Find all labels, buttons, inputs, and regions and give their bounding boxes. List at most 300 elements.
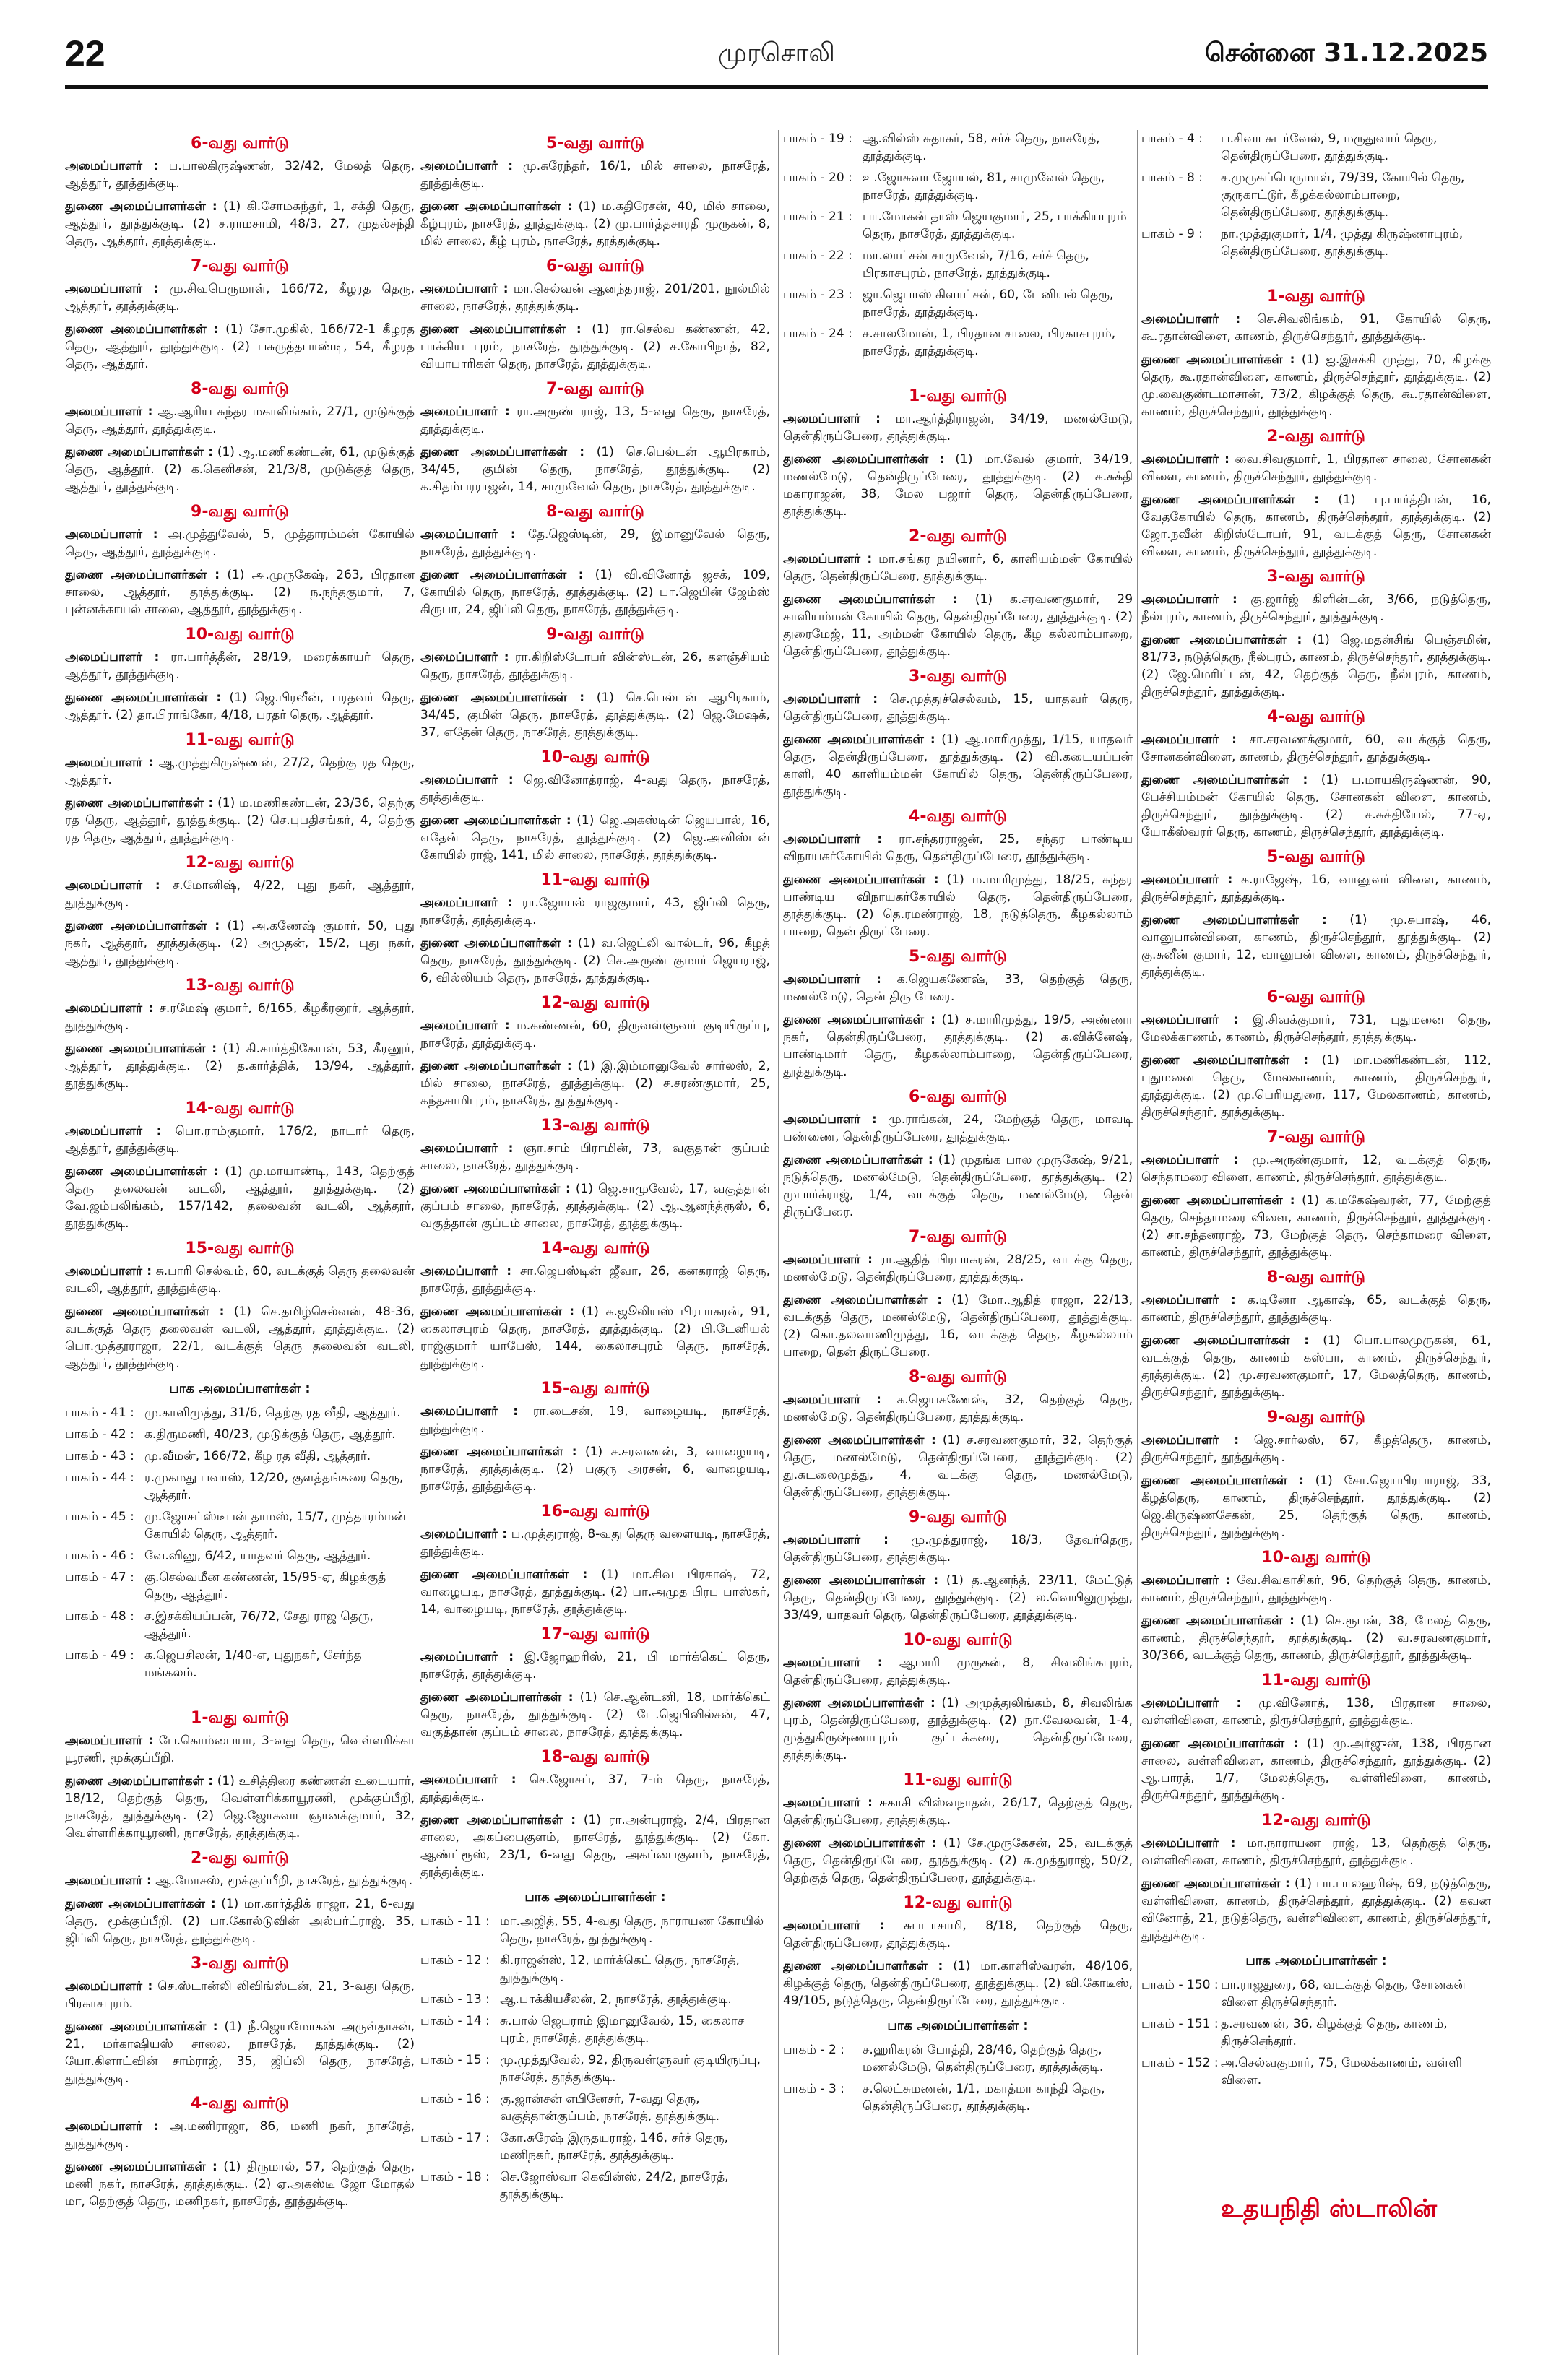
organizer-entry bbox=[420, 1771, 770, 1806]
booth-entry bbox=[1141, 1976, 1491, 2011]
organizer-text: மு.முத்துராஜ், 18/3, தேவர்தெரு, தென்திருப்பேரை, தூத்துக்குடி. bbox=[783, 1533, 1133, 1565]
booth-entry bbox=[65, 1647, 415, 1682]
booth-entry bbox=[420, 2168, 770, 2203]
deputy-text: (1) உசித்திரை கண்ணன் உடையார், 18/12, தெற்குத் தெரு, வெள்ளரிக்காயூரணி, மூக்குப்பீறி, நாசரேத், தூத்துக்குடி. (2) ஜெ.ஜோசுவா ஞானக்குமார், 32, வெள்ளரிக்காயூரணி, நாசரேத், தூத்துக்குடி. bbox=[65, 1774, 415, 1840]
ward-heading: 10-வது வார்டு bbox=[1261, 1549, 1371, 1567]
booth-label: பாகம் - 41 : bbox=[65, 1406, 134, 1420]
booth-label: பாகம் - 21 : bbox=[783, 209, 852, 224]
deputy-label: துணை அமைப்பாளர்கள் : bbox=[1141, 1053, 1309, 1068]
deputy-entry bbox=[783, 1432, 1133, 1501]
organizer-text: ரா.அருண் ராஜ், 13, 5-வது தெரு, நாசரேத், தூத்துக்குடி. bbox=[420, 404, 770, 436]
deputy-text: (1) வி.வினோத் ஜசக், 109, கோயில் தெரு, நாசரேத், தூத்துக்குடி. (2) பா.ஜெபின் ஜேம்ஸ் கிருபா, 24, ஜிப்லி தெரு, நாசரேத், தூத்துக்குடி. bbox=[420, 568, 770, 617]
booth-text: கு.செல்வமீன கண்ணன், 15/95-ஏ, கிழக்குத் தெரு, ஆத்தூர். bbox=[144, 1570, 386, 1602]
organizer-text: செ.ஸ்டான்லி லிவிங்ஸ்டன், 21, 3-வது தெரு, பிரகாசபுரம். bbox=[65, 1979, 415, 2011]
deputy-label: துணை அமைப்பாளர்கள் : bbox=[783, 1293, 942, 1307]
deputy-entry bbox=[783, 1291, 1133, 1361]
booth-text: ர.முகமது பவாஸ், 12/20, குளத்தங்கரை தெரு, ஆத்தூர். bbox=[144, 1471, 404, 1502]
deputy-label: துணை அமைப்பாளர்கள் : bbox=[1141, 493, 1320, 507]
booth-text: பா.மோகன் தாஸ் ஜெயகுமார், 25, பாக்கியபுரம் தெரு, நாசரேத், தூத்துக்குடி. bbox=[863, 209, 1127, 241]
organizer-label: அமைப்பாளர் : bbox=[1141, 312, 1241, 326]
deputy-entry bbox=[783, 591, 1133, 660]
booth-entry bbox=[783, 169, 1133, 204]
deputy-label: துணை அமைப்பாளர்கள் : bbox=[420, 568, 584, 582]
booth-entry bbox=[1141, 169, 1491, 221]
section-spacer bbox=[783, 364, 1133, 383]
organizer-text: ரா.பார்த்தீன், 28/19, மரைக்காயர் தெரு, ஆத்தூர், தூத்துக்குடி. bbox=[65, 650, 415, 682]
organizer-entry bbox=[65, 1978, 415, 2012]
deputy-label: துணை அமைப்பாளர்கள் : bbox=[420, 1690, 574, 1705]
ward-heading: 7-வது வார்டு bbox=[1267, 1128, 1365, 1146]
booth-text: கி.ராஜன்ஸ், 12, மார்க்கெட் தெரு, நாசரேத், தூத்துக்குடி. bbox=[500, 1953, 740, 1985]
deputy-label: துணை அமைப்பாளர்கள் : bbox=[420, 1059, 572, 1073]
deputy-label: துணை அமைப்பாளர்கள் : bbox=[420, 445, 585, 459]
deputy-text: (1) கி.கார்த்திகேயன், 53, கீரனூர், ஆத்தூர், தூத்துக்குடி. (2) த.கார்த்திக், 13/94, ஆத்தூர், தூத்துக்குடி. bbox=[65, 1042, 415, 1091]
organizer-text: ரா.சந்தரராஜன், 25, சந்தர பாண்டிய விநாயகர்கோயில் தெரு, தென்திருப்பேரை, தூத்துக்குடி. bbox=[783, 832, 1133, 864]
deputy-entry bbox=[65, 1303, 415, 1372]
ward-heading: 7-வது வார்டு bbox=[909, 1228, 1007, 1246]
deputy-text: (1) மு.சுபாஷ், 46, வானுபான்விளை, காணம், திருச்செந்தூர், தூத்துக்குடி. (2) கு.சுனீன் குமார், 12, வானுபன் விளை, காணம், திருச்செந்தூர், தூத்துக்குடி. bbox=[1141, 913, 1491, 979]
organizer-text: சா.சரவணக்குமார், 60, வடக்குத் தெரு, சோனகன்விளை, காணம், திருச்செந்தூர், தூத்துக்குடி. bbox=[1141, 732, 1491, 764]
booth-entry bbox=[65, 1469, 415, 1504]
deputy-entry bbox=[420, 321, 770, 373]
organizer-label: அமைப்பாளர் : bbox=[783, 412, 881, 426]
ward-heading: 14-வது வார்டு bbox=[540, 1239, 650, 1258]
organizer-label: அமைப்பாளர் : bbox=[420, 1264, 512, 1278]
organizer-text: க.ராஜேஷ், 16, வானுவர் விளை, காணம், திருச்செந்தூர், தூத்துக்குடி. bbox=[1141, 873, 1491, 904]
deputy-label: துணை அமைப்பாளர்கள் : bbox=[783, 452, 945, 467]
booth-entry bbox=[420, 2051, 770, 2086]
deputy-label: துணை அமைப்பாளர்கள் : bbox=[1141, 1474, 1304, 1488]
organizer-text: ஆ.முத்துகிருஷ்ணன், 27/2, தெற்கு ரத தெரு, ஆத்தூர். bbox=[65, 756, 415, 787]
ward-heading: 10-வது வார்டு bbox=[903, 1631, 1013, 1649]
deputy-entry bbox=[420, 1057, 770, 1109]
booth-subheading: பாக அமைப்பாளர்கள் : bbox=[169, 1381, 311, 1396]
booth-entry bbox=[420, 2090, 770, 2125]
deputy-text: (1) முதங்க பால முருகேஷ், 9/21, நடுத்தெரு, மணல்மேடு, தென்திருப்பேரை, தூத்துக்குடி. (2) முபார்க்ராஜ், 1/4, வடக்குத் தெரு, மணல்மேடு, தென் திருப்பேரை. bbox=[783, 1153, 1133, 1219]
organizer-label: அமைப்பாளர் : bbox=[65, 527, 158, 542]
organizer-entry bbox=[420, 280, 770, 315]
deputy-entry bbox=[65, 917, 415, 969]
deputy-entry bbox=[65, 2158, 415, 2210]
ward-heading: 4-வது வார்டு bbox=[1267, 708, 1365, 726]
booth-label: பாகம் - 15 : bbox=[420, 2053, 490, 2067]
ward-heading: 9-வது வார்டு bbox=[191, 503, 289, 521]
organizer-text: ப.பாலகிருஷ்ணன், 32/42, மேலத் தெரு, ஆத்தூர், தூத்துக்குடி. bbox=[65, 159, 415, 191]
booth-label: பாகம் - 17 : bbox=[420, 2131, 490, 2145]
organizer-text: மா.சங்கர நயினார், 6, காளியம்மன் கோயில் தெரு, தென்திருப்பேரை, தூத்துக்குடி. bbox=[783, 552, 1133, 584]
organizer-text: ச.மோனிஷ், 4/22, புது நகர், ஆத்தூர், தூத்துக்குடி. bbox=[65, 878, 415, 910]
booth-label: பாகம் - 24 : bbox=[783, 326, 852, 341]
organizer-entry bbox=[783, 691, 1133, 725]
booth-label: பாகம் - 47 : bbox=[65, 1570, 134, 1585]
organizer-label: அமைப்பாளர் : bbox=[65, 1124, 162, 1138]
booth-entry bbox=[65, 1426, 415, 1443]
organizer-label: அமைப்பாளர் : bbox=[1141, 1433, 1240, 1448]
organizer-text: மா.ஆர்த்திராஜன், 34/19, மணல்மேடு, தென்திருப்பேரை, தூத்துக்குடி. bbox=[783, 412, 1133, 443]
organizer-text: இ.ஜோஹரிஸ், 21, பி மார்க்கெட் தெரு, நாசரேத், தூத்துக்குடி. bbox=[420, 1650, 770, 1682]
booth-text: உ.ஜோசுவா ஜோயல், 81, சாமுவேல் தெரு, நாசரேத், தூத்துக்குடி. bbox=[863, 170, 1105, 202]
organizer-label: அமைப்பாளர் : bbox=[1141, 1573, 1231, 1588]
deputy-text: (1) மு.மாயாண்டி, 143, தெற்குத் தெரு தலைவன் வடலி, ஆத்தூர், தூத்துக்குடி. (2) வே.ஜம்பலிங்கம், 157/142, தலைவன் வடலி, ஆத்தூர், தூத்துக்குடி. bbox=[65, 1164, 415, 1231]
ward-heading: 1-வது வார்டு bbox=[909, 387, 1007, 405]
deputy-text: (1) செ.தமிழ்செல்வன், 48-36, வடக்குத் தெரு தலைவன் வடலி, ஆத்தூர், தூத்துக்குடி. (2) பொ.முத்தூராஜா, 22/1, வடக்குத் தெரு தலைவன் வடலி, ஆத்தூர், தூத்துக்குடி. bbox=[65, 1304, 415, 1371]
booth-text: அ.செல்வகுமார், 75, மேலக்காணம், வள்ளி விளை. bbox=[1221, 2056, 1463, 2087]
booth-text: பா.ராஜதுரை, 68, வடக்குத் தெரு, சோனகன் விளை திருச்செந்தூர். bbox=[1221, 1978, 1466, 2009]
ward-heading: 2-வது வார்டு bbox=[191, 1849, 289, 1867]
deputy-entry bbox=[420, 1566, 770, 1618]
organizer-entry bbox=[65, 754, 415, 789]
deputy-label: துணை அமைப்பாளர்கள் : bbox=[783, 1573, 939, 1588]
masthead-rule bbox=[65, 85, 1488, 89]
ward-heading: 4-வது வார்டு bbox=[191, 2095, 289, 2113]
organizer-entry bbox=[783, 1794, 1133, 1829]
organizer-label: அமைப்பாளர் : bbox=[420, 1773, 517, 1787]
organizer-text: வை.சிவகுமார், 1, பிரதான சாலை, சோனகன் விளை, காணம், திருச்செந்தூர், தூத்துக்குடி. bbox=[1141, 452, 1491, 484]
booth-entry bbox=[1141, 2015, 1491, 2050]
deputy-label: துணை அமைப்பாளர்கள் : bbox=[1141, 1333, 1310, 1348]
booth-text: ச.லெட்சுமணன், 1/1, மகாத்மா காந்தி தெரு, தென்திருப்பேரை, தூத்துக்குடி. bbox=[863, 2082, 1105, 2113]
ward-heading: 8-வது வார்டு bbox=[546, 503, 644, 521]
organizer-label: அமைப்பாளர் : bbox=[65, 1264, 152, 1278]
booth-text: ஆ.பாக்கியசீலன், 2, நாசரேத், தூத்துக்குடி. bbox=[500, 1992, 732, 2007]
organizer-label: அமைப்பாளர் : bbox=[65, 878, 160, 893]
organizer-text: செ.ஜோசப், 37, 7-ம் தெரு, நாசரேத், தூத்துக்குடி. bbox=[420, 1773, 770, 1804]
deputy-label: துணை அமைப்பாளர்கள் : bbox=[65, 2020, 218, 2034]
deputy-text: (1) சோ.முகில், 166/72-1 கீழரத தெரு, ஆத்தூர், தூத்துக்குடி. (2) பசுருத்தபாண்டி, 54, கீழரத தெரு, ஆத்தூர். bbox=[65, 322, 415, 371]
booth-text: மு.காளிமுத்து, 31/6, தெற்கு ரத வீதி, ஆத்தூர். bbox=[144, 1406, 401, 1420]
organizer-entry bbox=[65, 280, 415, 315]
booth-text: கோ.சுரேஷ் இருதயராஜ், 146, சர்ச் தெரு, மணிநகர், நாசரேத், தூத்துக்குடி. bbox=[500, 2131, 729, 2163]
deputy-text: (1) ஆ.மணிகண்டன், 61, முடுக்குத் தெரு, ஆத்தூர். (2) க.கெனிசன், 21/3/8, முடுக்குத் தெரு, ஆத்தூர், தூத்துக்குடி. bbox=[65, 445, 415, 494]
organizer-label: அமைப்பாளர் : bbox=[1141, 1013, 1239, 1027]
organizer-text: மு.அருண்குமார், 12, வடக்குத் தெரு, செந்தாமரை விளை, காணம், திருச்செந்தூர், தூத்துக்குடி. bbox=[1141, 1153, 1491, 1185]
ward-heading: 10-வது வார்டு bbox=[185, 626, 295, 644]
organizer-entry bbox=[65, 1872, 415, 1890]
booth-label: பாகம் - 11 : bbox=[420, 1914, 490, 1929]
deputy-entry bbox=[65, 321, 415, 373]
organizer-label: அமைப்பாளர் : bbox=[420, 650, 509, 665]
ward-heading: 8-வது வார்டு bbox=[191, 380, 289, 398]
deputy-entry bbox=[65, 2018, 415, 2087]
deputy-text: (1) ப.மாயகிருஷ்ணன், 90, பேச்சியம்மன் கோயில் தெரு, சோனகன் விளை, காணம், திருச்செந்தூர், தூத்துக்குடி. (2) ச.சுக்தியேல், 77-ஏ, யோகீஸ்வரர் தெரு, காணம், திருச்செந்தூர், தூத்துக்குடி. bbox=[1141, 773, 1491, 839]
deputy-text: (1) ஆ.மாரிமுத்து, 1/15, யாதவர் தெரு, தென்திருப்பேரை, தூத்துக்குடி. (2) வி.கடையப்பன் காளி, 40 காளியம்மன் கோயில் தெரு, தென்திருப்பேரை, தூத்துக்குடி. bbox=[783, 732, 1133, 799]
deputy-entry bbox=[65, 1040, 415, 1092]
organizer-entry bbox=[1141, 311, 1491, 345]
organizer-text: கு.ஜார்ஜ் கிளின்டன், 3/66, நடுத்தெரு, நீல்புரம், காணம், திருச்செந்தூர், தூத்துக்குடி. bbox=[1141, 592, 1491, 624]
organizer-entry bbox=[783, 1111, 1133, 1146]
deputy-label: துணை அமைப்பாளர்கள் : bbox=[783, 1433, 936, 1448]
organizer-entry bbox=[65, 1000, 415, 1034]
organizer-text: ம.கண்ணன், 60, திருவள்ளுவர் குடியிருப்பு, நாசரேத், தூத்துக்குடி. bbox=[420, 1018, 770, 1050]
booth-label: பாகம் - 20 : bbox=[783, 170, 852, 185]
booth-label: பாகம் - 9 : bbox=[1141, 227, 1203, 241]
deputy-text: (1) ம.மணிகண்டன், 23/36, தெற்கு ரத தெரு, ஆத்தூர், தூத்துக்குடி. (2) செ.புபதிசங்கர், 4, தெற்கு ரத தெரு, ஆத்தூர், தூத்துக்குடி. bbox=[65, 796, 415, 845]
deputy-text: (1) மா.சிவ பிரகாஷ், 72, வாழையடி, நாசரேத், தூத்துக்குடி. (2) பா.அமுத பிரபு பாஸ்கர், 14, வாழையடி, நாசரேத், தூத்துக்குடி. bbox=[420, 1567, 770, 1617]
booth-entry bbox=[1141, 2054, 1491, 2089]
column-2 bbox=[420, 130, 770, 2355]
ward-heading: 11-வது வார்டு bbox=[903, 1771, 1013, 1789]
organizer-text: க.ஜெயகணேஷ், 33, தெற்குத் தெரு, மணல்மேடு, தென் திரு பேரை. bbox=[783, 972, 1133, 1004]
deputy-entry bbox=[65, 689, 415, 724]
deputy-entry bbox=[420, 689, 770, 741]
ward-heading: 10-வது வார்டு bbox=[540, 748, 650, 766]
ward-heading: 6-வது வார்டு bbox=[1267, 988, 1365, 1006]
deputy-entry bbox=[1141, 631, 1491, 701]
organizer-text: மா.செல்வன் ஆனந்தராஜ், 201/201, நூல்மில் சாலை, நாசரேத், தூத்துக்குடி. bbox=[420, 282, 770, 313]
deputy-label: துணை அமைப்பாளர்கள் : bbox=[420, 1445, 577, 1459]
deputy-label: துணை அமைப்பாளர்கள் : bbox=[420, 1182, 571, 1196]
organizer-entry bbox=[783, 1917, 1133, 1952]
booth-entry bbox=[65, 1608, 415, 1643]
booth-entry bbox=[65, 1404, 415, 1421]
deputy-text: (1) ஐ.இசக்கி முத்து, 70, கிழக்கு தெரு, கூ.ரதான்விளை, காணம், திருச்செந்தூர், தூத்துக்குடி. (2) மு.வைகுண்டமாசான், 73/2, கிழக்குத் தெரு, கூ.ரதான்விளை, காணம், திருச்செந்தூர், தூத்துக்குடி. bbox=[1141, 352, 1491, 419]
booth-text: ச.சாலமோன், 1, பிரதான சாலை, பிரகாசபுரம், நாசரேத், தூத்துக்குடி. bbox=[863, 326, 1116, 358]
organizer-text: பொ.ராம்குமார், 176/2, நாடார் தெரு, ஆத்தூர், தூத்துக்குடி. bbox=[65, 1124, 415, 1156]
ward-heading: 13-வது வார்டு bbox=[540, 1117, 650, 1135]
organizer-text: ஆ.ஆரிய சுந்தர மகாலிங்கம், 27/1, முடுக்குத் தெரு, ஆத்தூர், தூத்துக்குடி. bbox=[65, 404, 415, 436]
deputy-label: துணை அமைப்பாளர்கள் : bbox=[783, 1153, 933, 1167]
deputy-text: (1) மா.கார்த்திக் ராஜா, 21, 6-வது தெரு, மூக்குப்பீறி. (2) பா.கோல்டுவின் அல்பர்ட்ராஜ், 35, ஜிப்லி தெரு, நாசரேத், தூத்துக்குடி. bbox=[65, 1897, 415, 1946]
organizer-label: அமைப்பாளர் : bbox=[65, 1001, 154, 1016]
signature: உதயநிதி ஸ்டாலின் bbox=[1221, 2194, 1437, 2223]
organizer-entry bbox=[65, 877, 415, 912]
deputy-label: துணை அமைப்பாளர்கள் : bbox=[783, 1696, 935, 1710]
booth-subheading: பாக அமைப்பாளர்கள் : bbox=[1245, 1953, 1387, 1968]
organizer-text: ஜெ.வினோத்ராஜ், 4-வது தெரு, நாசரேத், தூத்துக்குடி. bbox=[420, 773, 770, 805]
booth-label: பாகம் - 46 : bbox=[65, 1549, 134, 1563]
deputy-label: துணை அமைப்பாளர்கள் : bbox=[65, 2160, 217, 2174]
booth-label: பாகம் - 23 : bbox=[783, 287, 852, 302]
booth-entry bbox=[65, 1547, 415, 1565]
deputy-entry bbox=[65, 443, 415, 496]
deputy-entry bbox=[783, 871, 1133, 940]
booth-subheading: பாக அமைப்பாளர்கள் : bbox=[887, 2018, 1029, 2033]
organizer-entry bbox=[1141, 1291, 1491, 1326]
organizer-text: சு.பாரி செல்வம், 60, வடக்குத் தெரு தலைவன் வடலி, ஆத்தூர், தூத்துக்குடி. bbox=[65, 1264, 415, 1296]
booth-label: பாகம் - 152 : bbox=[1141, 2056, 1219, 2070]
ward-heading: 6-வது வார்டு bbox=[546, 257, 644, 275]
organizer-entry bbox=[1141, 871, 1491, 906]
organizer-label: அமைப்பாளர் : bbox=[1141, 1696, 1242, 1710]
booth-text: மா.அஜித், 55, 4-வது தெரு, நாராயண கோயில் தெரு, நாசரேத், தூத்துக்குடி. bbox=[500, 1914, 764, 1946]
deputy-entry bbox=[420, 566, 770, 618]
organizer-label: அமைப்பாளர் : bbox=[65, 1979, 153, 1994]
booth-entry bbox=[783, 325, 1133, 360]
organizer-label: அமைப்பாளர் : bbox=[420, 404, 510, 419]
ward-heading: 3-வது வார்டு bbox=[191, 1955, 289, 1973]
deputy-text: (1) ம.மாரிமுத்து, 18/25, சுந்தர பாண்டிய விநாயகர்கோயில் தெரு, தென்திருப்பேரை, தூத்துக்குடி. (2) தெ.ரமண்ராஜ், 18, நடுத்தெரு, கீழகல்லாம் பாறை, தென் திருப்பேரை. bbox=[783, 873, 1133, 939]
organizer-text: அ.மணிராஜா, 86, மணி நகர், நாசரேத், தூத்துக்குடி. bbox=[65, 2119, 415, 2151]
deputy-text: (1) மா.காளிஸ்வரன், 48/106, கிழக்குத் தெரு, தென்திருப்பேரை, தூத்துக்குடி. (2) வி.கோடீஸ், 49/105, நடுத்தெரு, தென்திருப்பேரை, தூத்துக்குடி. bbox=[783, 1959, 1133, 2008]
ward-heading: 9-வது வார்டு bbox=[1267, 1408, 1365, 1427]
organizer-entry bbox=[65, 1122, 415, 1157]
organizer-text: ரா.ஜோயல் ராஜகுமார், 43, ஜிப்லி தெரு, நாசரேத், தூத்துக்குடி. bbox=[420, 896, 770, 927]
deputy-text: (1) ஜெ.மதன்சிங் பெஞ்சமின், 81/73, நடுத்தெரு, நீல்புரம், காணம், திருச்செந்தூர், தூத்துக்குடி. (2) ஜே.மெரிட்டன், 42, தெற்குத் தெரு, நீல்புரம், காணம், திருச்செந்தூர், தூத்துக்குடி. bbox=[1141, 633, 1491, 699]
deputy-text: (1) த.ஆனந்த், 23/11, மேட்டுத் தெரு, தென்திருப்பேரை, தூத்துக்குடி. (2) ல.வெயிலுமுத்து, 33/49, யாதவர் தெரு, தென்திருப்பேரை, தூத்துக்குடி. bbox=[783, 1573, 1133, 1622]
deputy-label: துணை அமைப்பாளர்கள் : bbox=[65, 1774, 214, 1788]
deputy-label: துணை அமைப்பாளர்கள் : bbox=[1141, 1877, 1290, 1891]
deputy-text: (1) மா.மணிகண்டன், 112, புதுமனை தெரு, மேலகாணம், காணம், திருச்செந்தூர், தூத்துக்குடி. (2) மு.பெரியதுரை, 117, மேலகாணம், காணம், திருச்செந்தூர், தூத்துக்குடி. bbox=[1141, 1053, 1491, 1120]
booth-label: பாகம் - 43 : bbox=[65, 1449, 134, 1463]
deputy-label: துணை அமைப்பாளர்கள் : bbox=[420, 936, 572, 951]
ward-heading: 8-வது வார்டு bbox=[1267, 1268, 1365, 1286]
deputy-text: (1) க.ஜூலியஸ் பிரபாகரன், 91, கைலாசபுரம் தெரு, நாசரேத், தூத்துக்குடி. (2) பி.டேனியல் ராஜ்குமார் யாபேஸ், 144, கைலாசபுரம் தெரு, நாசரேத், தூத்துக்குடி. bbox=[420, 1304, 770, 1371]
organizer-entry bbox=[1141, 1011, 1491, 1046]
ward-heading: 2-வது வார்டு bbox=[909, 527, 1007, 545]
deputy-entry bbox=[783, 1011, 1133, 1081]
booth-entry bbox=[1141, 130, 1491, 165]
booth-text: சு.பால் ஜெபராம் இமானுவேல், 15, கைலாச புரம், நாசரேத், தூத்துக்குடி. bbox=[500, 2014, 745, 2046]
deputy-text: (1) கி.சோமசுந்தர், 1, சக்தி தெரு, ஆத்தூர், தூத்துக்குடி. (2) ச.ராமசாமி, 48/3, 27, முதல்சந்தி தெரு, ஆத்தூர், தூத்துக்குடி. bbox=[65, 199, 415, 248]
organizer-text: ஜெ.சார்லஸ், 67, கீழத்தெரு, காணம், திருச்செந்தூர், தூத்துக்குடி. bbox=[1141, 1433, 1491, 1465]
ward-heading: 7-வது வார்டு bbox=[546, 380, 644, 398]
organizer-text: ரா.ஆதித் பிரபாகரன், 28/25, வடக்கு தெரு, மணல்மேடு, தென்திருப்பேரை, தூத்துக்குடி. bbox=[783, 1252, 1133, 1284]
deputy-entry bbox=[420, 443, 770, 496]
deputy-text: (1) நீ.ஜெயமோகன் அருள்தாசன், 21, மர்காஷியஸ் சாலை, நாசரேத், தூத்துக்குடி. (2) யோ.கிளாட்வின் சாம்ராஜ், 35, ஜிப்லி தெரு, நாசரேத், தூத்துக்குடி. bbox=[65, 2020, 415, 2086]
ward-heading: 14-வது வார்டு bbox=[185, 1099, 295, 1117]
organizer-entry bbox=[420, 403, 770, 438]
organizer-text: சுபடாசாமி, 8/18, தெற்குத் தெரு, தென்திருப்பேரை, தூத்துக்குடி. bbox=[783, 1918, 1133, 1950]
organizer-entry bbox=[1141, 591, 1491, 626]
deputy-text: (1) வ.ஜெட்லி வால்டர், 96, கீழத் தெரு, நாசரேத், தூத்துக்குடி. (2) செ.அருண் குமார் ஜெயராஜ், 6, வில்லியம் தெரு, நாசரேத், தூத்துக்குடி. bbox=[420, 936, 770, 985]
organizer-label: அமைப்பாளர் : bbox=[783, 1918, 885, 1933]
booth-label: பாகம் - 49 : bbox=[65, 1648, 134, 1663]
organizer-entry bbox=[420, 1403, 770, 1437]
deputy-label: துணை அமைப்பாளர்கள் : bbox=[420, 322, 582, 337]
organizer-entry bbox=[1141, 731, 1491, 766]
organizer-text: மு.ராங்கன், 24, மேற்குத் தெரு, மாவடி பண்ணை, தென்திருப்பேரை, தூத்துக்குடி. bbox=[783, 1112, 1133, 1144]
organizer-text: ஆமாரி முருகன், 8, சிவலிங்கபுரம், தென்திருப்பேரை, தூத்துக்குடி. bbox=[783, 1656, 1133, 1687]
deputy-entry bbox=[1141, 1735, 1491, 1804]
ward-heading: 11-வது வார்டு bbox=[185, 731, 295, 749]
deputy-entry bbox=[1141, 912, 1491, 981]
organizer-label: அமைப்பாளர் : bbox=[1141, 452, 1229, 467]
organizer-text: செ.சிவலிங்கம், 91, கோயில் தெரு, கூ.ரதான்விளை, காணம், திருச்செந்தூர், தூத்துக்குடி. bbox=[1141, 312, 1491, 344]
organizer-label: அமைப்பாளர் : bbox=[65, 2119, 159, 2134]
booth-entry bbox=[65, 1448, 415, 1465]
deputy-text: (1) ஜெ.அகஸ்டின் ஜெயபால், 16, எதேன் தெரு, நாசரேத், தூத்துக்குடி. (2) ஜெ.அனிஸ்டன் கோயில் ராஜ், 141, மில் சாலை, நாசரேத், தூத்துக்குடி. bbox=[420, 813, 770, 862]
organizer-label: அமைப்பாளர் : bbox=[420, 159, 514, 173]
organizer-text: மு.வினோத், 138, பிரதான சாலை, வள்ளிவிளை, காணம், திருச்செந்தூர், தூத்துக்குடி. bbox=[1141, 1696, 1491, 1728]
deputy-label: துணை அமைப்பாளர்கள் : bbox=[783, 1836, 937, 1851]
organizer-entry bbox=[420, 894, 770, 929]
deputy-label: துணை அமைப்பாளர்கள் : bbox=[65, 322, 219, 337]
deputy-label: துணை அமைப்பாளர்கள் : bbox=[1141, 1614, 1295, 1628]
deputy-entry bbox=[65, 566, 415, 618]
organizer-entry bbox=[420, 526, 770, 561]
ward-heading: 5-வது வார்டு bbox=[909, 948, 1007, 966]
ward-heading: 13-வது வார்டு bbox=[185, 977, 295, 995]
ward-heading: 4-வது வார்டு bbox=[909, 808, 1007, 826]
ward-heading: 1-வது வார்டு bbox=[1267, 287, 1365, 306]
deputy-entry bbox=[65, 1895, 415, 1947]
organizer-label: அமைப்பாளர் : bbox=[783, 832, 883, 847]
deputy-text: (1) மா.வேல் குமார், 34/19, மணல்மேடு, தென்திருப்பேரை, தூத்துக்குடி. (2) க.சுக்தி மகாராஜன், 38, மேல பஜார் தெரு, தென்திருப்பேரை, தூத்துக்குடி. bbox=[783, 452, 1133, 519]
deputy-label: துணை அமைப்பாளர்கள் : bbox=[65, 691, 222, 705]
deputy-label: துணை அமைப்பாளர்கள் : bbox=[65, 919, 220, 933]
deputy-text: (1) ஜெ.பிரவீன், பரதவர் தெரு, ஆத்தூர். (2) தா.பிராங்கோ, 4/18, பரதர் தெரு, ஆத்தூர். bbox=[65, 691, 415, 722]
deputy-label: துணை அமைப்பாளர்கள் : bbox=[783, 873, 939, 887]
deputy-entry bbox=[1141, 491, 1491, 561]
section-spacer bbox=[65, 1686, 415, 1705]
deputy-text: (1) திருமால், 57, தெற்குத் தெரு, மணி நகர், நாசரேத், தூத்துக்குடி. (2) ஏ.அகஸ்டீ ஜோ மோதல் மா, தெற்குத் தெரு, மணிநகர், நாசரேத், தூத்துக்குடி. bbox=[65, 2160, 415, 2209]
organizer-text: ச.ரமேஷ் குமார், 6/165, கீழகீரனூர், ஆத்தூர், தூத்துக்குடி. bbox=[65, 1001, 415, 1033]
deputy-label: துணை அமைப்பாளர்கள் : bbox=[783, 1013, 935, 1027]
booth-entry bbox=[783, 130, 1133, 165]
deputy-entry bbox=[783, 1957, 1133, 2009]
deputy-entry bbox=[783, 1572, 1133, 1624]
booth-entry bbox=[420, 1991, 770, 2008]
deputy-label: துணை அமைப்பாளர்கள் : bbox=[65, 199, 217, 214]
ward-heading: 6-வது வார்டு bbox=[191, 134, 289, 152]
booth-entry bbox=[783, 247, 1133, 282]
dateline: சென்னை 31.12.2025 bbox=[1204, 38, 1488, 68]
organizer-text: ரா.கிறிஸ்டோபர் வின்ஸ்டன், 26, களஞ்சியம் தெரு, நாசரேத், தூத்துக்குடி. bbox=[420, 650, 770, 682]
deputy-entry bbox=[420, 198, 770, 250]
deputy-text: (1) அ.கணேஷ் குமார், 50, புது நகர், ஆத்தூர், தூத்துக்குடி. (2) அமுதன், 15/2, புது நகர், ஆத்தூர், தூத்துக்குடி. bbox=[65, 919, 415, 968]
ward-heading: 9-வது வார்டு bbox=[546, 626, 644, 644]
deputy-label: துணை அமைப்பாளர்கள் : bbox=[1141, 913, 1327, 927]
deputy-entry bbox=[1141, 1875, 1491, 1944]
deputy-entry bbox=[420, 1812, 770, 1881]
organizer-entry bbox=[420, 771, 770, 806]
deputy-text: (1) க.மகேஷ்வரன், 77, மேற்குத் தெரு, செந்தாமரை விளை, காணம், திருச்செந்தூர், தூத்துக்குடி. (2) சா.சந்தனராஜ், 73, மேற்குத் தெரு, செந்தாமரை விளை, காணம், திருச்செந்தூர், தூத்துக்குடி. bbox=[1141, 1193, 1491, 1260]
organizer-text: அ.முத்துவேல், 5, முத்தாரம்மன் கோயில் தெரு, ஆத்தூர், தூத்துக்குடி. bbox=[65, 527, 415, 559]
booth-entry bbox=[783, 208, 1133, 243]
organizer-label: அமைப்பாளர் : bbox=[1141, 1153, 1238, 1167]
booth-text: கு.ஜான்சன் எபினேசர், 7-வது தெரு, வகுத்தான்குப்பம், நாசரேத், தூத்துக்குடி. bbox=[500, 2092, 720, 2124]
deputy-entry bbox=[783, 1835, 1133, 1887]
booth-entry bbox=[420, 2129, 770, 2164]
deputy-label: துணை அமைப்பாளர்கள் : bbox=[1141, 1193, 1295, 1208]
deputy-label: துணை அமைப்பாளர்கள் : bbox=[420, 813, 571, 828]
newspaper-name: முரசொலி bbox=[718, 38, 835, 68]
ward-heading: 12-வது வார்டு bbox=[185, 854, 295, 872]
organizer-label: அமைப்பாளர் : bbox=[65, 404, 153, 419]
ward-heading: 12-வது வார்டு bbox=[540, 994, 650, 1012]
deputy-entry bbox=[1141, 1332, 1491, 1401]
booth-label: பாகம் - 42 : bbox=[65, 1427, 134, 1442]
organizer-label: அமைப்பாளர் : bbox=[783, 552, 873, 566]
deputy-entry bbox=[65, 1773, 415, 1842]
organizer-entry bbox=[65, 157, 415, 192]
organizer-entry bbox=[783, 831, 1133, 865]
organizer-label: அமைப்பாளர் : bbox=[65, 282, 159, 296]
organizer-text: ஆ.மோசஸ், மூக்குப்பீறி, நாசரேத், தூத்துக்குடி. bbox=[155, 1874, 413, 1888]
deputy-entry bbox=[1141, 771, 1491, 841]
organizer-text: ப.முத்துராஜ், 8-வது தெரு வளையடி, நாசரேத், தூத்துக்குடி. bbox=[420, 1527, 770, 1559]
organizer-text: ரா.டைசன், 19, வாழையடி, நாசரேத், தூத்துக்குடி. bbox=[420, 1404, 770, 1436]
organizer-label: அமைப்பாளர் : bbox=[783, 1252, 873, 1267]
deputy-entry bbox=[783, 451, 1133, 520]
booth-text: ச.ஹரிகரன் போத்தி, 28/46, தெற்குத் தெரு, மணல்மேடு, தென்திருப்பேரை, தூத்துக்குடி. bbox=[863, 2043, 1104, 2074]
deputy-text: (1) மோ.ஆதித் ராஜா, 22/13, வடக்குத் தெரு, மணல்மேடு, தென்திருப்பேரை, தூத்துக்குடி. (2) கொ.தலவாணிமுத்து, 16, வடக்குத் தெரு, கீழகல்லாம் பாறை, தென் திருப்பேரை. bbox=[783, 1293, 1133, 1359]
organizer-text: வே.சிவகாசிகர், 96, தெற்குத் தெரு, காணம், காணம், திருச்செந்தூர், தூத்துக்குடி. bbox=[1141, 1573, 1491, 1605]
booth-entry bbox=[420, 1952, 770, 1986]
deputy-entry bbox=[65, 1163, 415, 1232]
deputy-text: (1) ச.மாரிமுத்து, 19/5, அண்ணா நகர், தென்திருப்பேரை, தூத்துக்குடி. (2) க.விக்னேஷ், பாண்டிமார் தெரு, கீழகல்லாம்பாறை, தென்திருப்பேரை, தூத்துக்குடி. bbox=[783, 1013, 1133, 1079]
deputy-entry bbox=[783, 731, 1133, 800]
deputy-label: துணை அமைப்பாளர்கள் : bbox=[783, 732, 935, 747]
booth-label: பாகம் - 48 : bbox=[65, 1609, 134, 1624]
page-number: 22 bbox=[65, 33, 105, 74]
deputy-text: (1) செ.ஆன்டனி, 18, மார்க்கெட் தெரு, நாசரேத், தூத்துக்குடி. (2) டே.ஜெபிவில்சன், 47, வகுத்தான் குப்பம் சாலை, நாசரேத், தூத்துக்குடி. bbox=[420, 1690, 770, 1739]
ward-heading: 5-வது வார்டு bbox=[546, 134, 644, 152]
organizer-label: அமைப்பாளர் : bbox=[420, 527, 516, 542]
organizer-label: அமைப்பாளர் : bbox=[420, 282, 509, 296]
booth-text: த.சரவணன், 36, கிழக்குத் தெரு, காணம், திருச்செந்தூர். bbox=[1221, 2017, 1448, 2048]
deputy-entry bbox=[65, 198, 415, 250]
